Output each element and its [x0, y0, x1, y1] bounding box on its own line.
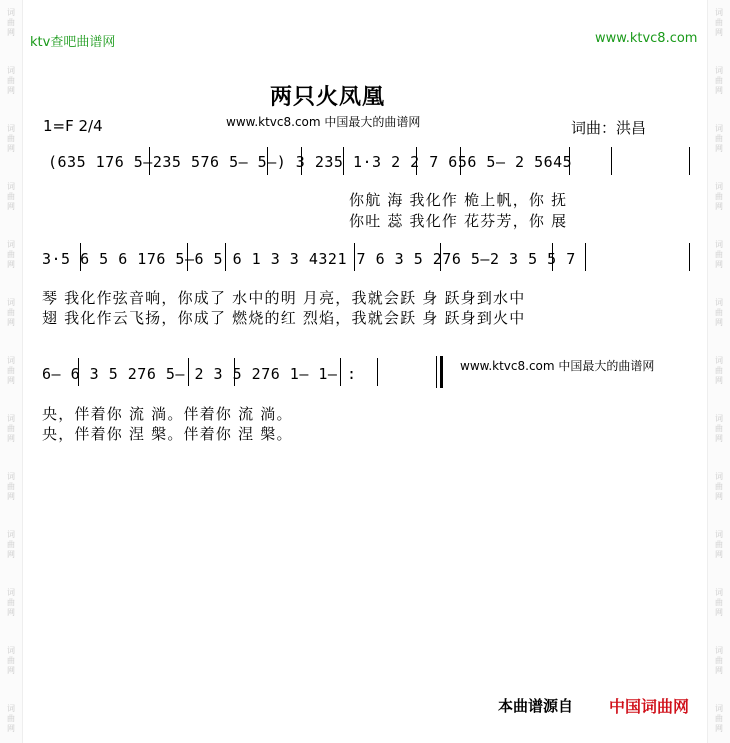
bar-line: [340, 358, 341, 386]
score-line-2: 3·5 6 5 6 176 5—6 5 6 1 3 3 4321 7 6 3 5 276 5—2 3 5 5 7: [42, 250, 576, 268]
site-watermark-line: www.ktvc8.com 中国最大的曲谱网: [226, 115, 421, 129]
bar-line: [267, 147, 268, 175]
watermark-tile: 词 曲 网: [715, 298, 723, 327]
score-line-1: (635 176 5—235 576 5— 5—) 3 235 1·3 2 2 7 656 5— 2 5645: [48, 153, 573, 171]
watermark-tile: 词 曲 网: [7, 182, 15, 211]
bar-line: [301, 147, 302, 175]
bar-line: [225, 243, 226, 271]
bar-line: [689, 147, 690, 175]
bar-line: [188, 358, 189, 386]
watermark-tile: 词 曲 网: [715, 66, 723, 95]
watermark-tile: 词 曲 网: [7, 414, 15, 443]
watermark-tile: 词 曲 网: [7, 530, 15, 559]
watermark-tile: 词 曲 网: [715, 414, 723, 443]
credits: 词曲：洪昌: [571, 119, 647, 137]
footer-source-label: 本曲谱源自: [498, 697, 574, 715]
watermark-tile: 词 曲 网: [7, 646, 15, 675]
lyric-line-2-verse-1: 琴 我化作弦音响，你成了 水中的明 月亮，我就会跃 身 跃身到水中: [42, 289, 526, 307]
lyric-line-3-verse-2: 央，伴着你 涅 槃。伴着你 涅 槃。: [42, 425, 293, 443]
watermark-tile: 词 曲 网: [7, 66, 15, 95]
watermark-tile: 词 曲 网: [715, 240, 723, 269]
lyric-line-2-verse-2: 翅 我化作云飞扬，你成了 燃烧的红 烈焰，我就会跃 身 跃身到火中: [42, 309, 526, 327]
bar-line: [460, 147, 461, 175]
lyric-line-3-verse-1: 央，伴着你 流 淌。伴着你 流 淌。: [42, 405, 293, 423]
left-watermark-strip: [0, 0, 23, 743]
lyric-line-1-verse-2: 你吐 蕊 我化作 花芬芳，你 展: [349, 212, 568, 230]
footer-brand-logo[interactable]: 中国词曲网: [609, 697, 690, 716]
watermark-tile: 词 曲 网: [715, 646, 723, 675]
watermark-tile: 词 曲 网: [715, 356, 723, 385]
watermark-tile: 词 曲 网: [715, 704, 723, 733]
bar-line: [569, 147, 570, 175]
bar-line: [611, 147, 612, 175]
right-watermark-strip: [707, 0, 730, 743]
bar-line: [416, 147, 417, 175]
watermark-tile: 词 曲 网: [7, 8, 15, 37]
lyric-line-1-verse-1: 你航 海 我化作 桅上帆，你 抚: [349, 191, 568, 209]
repeat-bar-thin: [436, 356, 437, 388]
bar-line: [78, 358, 79, 386]
bar-line: [80, 243, 81, 271]
bar-line: [440, 243, 441, 271]
bar-line: [354, 243, 355, 271]
bar-line: [149, 147, 150, 175]
watermark-tile: 词 曲 网: [715, 530, 723, 559]
watermark-tile: 词 曲 网: [715, 472, 723, 501]
watermark-tile: 词 曲 网: [7, 704, 15, 733]
bar-line: [187, 243, 188, 271]
bar-line: [552, 243, 553, 271]
bar-line: [377, 358, 378, 386]
watermark-tile: 词 曲 网: [7, 588, 15, 617]
score-line-3: 6— 6 3 5 276 5— 2 3 5 276 1— 1— :: [42, 365, 357, 383]
watermark-tile: 词 曲 网: [7, 298, 15, 327]
bar-line: [343, 147, 344, 175]
bar-line: [234, 358, 235, 386]
watermark-tile: 词 曲 网: [7, 356, 15, 385]
watermark-tile: 词 曲 网: [715, 182, 723, 211]
right-site-link[interactable]: www.ktvc8.com: [595, 31, 698, 46]
bar-line: [689, 243, 690, 271]
watermark-tile: 词 曲 网: [7, 472, 15, 501]
bar-line: [585, 243, 586, 271]
left-site-link[interactable]: ktv查吧曲谱网: [30, 35, 116, 50]
page-title: 两只火凤凰: [270, 85, 386, 110]
watermark-tile: 词 曲 网: [7, 124, 15, 153]
watermark-tile: 词 曲 网: [715, 124, 723, 153]
watermark-tile: 词 曲 网: [715, 8, 723, 37]
repeat-bar-thick: [440, 356, 443, 388]
watermark-tile: 词 曲 网: [7, 240, 15, 269]
site-watermark-line-3: www.ktvc8.com 中国最大的曲谱网: [460, 359, 655, 373]
key-time-signature: 1=F 2/4: [43, 117, 103, 135]
watermark-tile: 词 曲 网: [715, 588, 723, 617]
